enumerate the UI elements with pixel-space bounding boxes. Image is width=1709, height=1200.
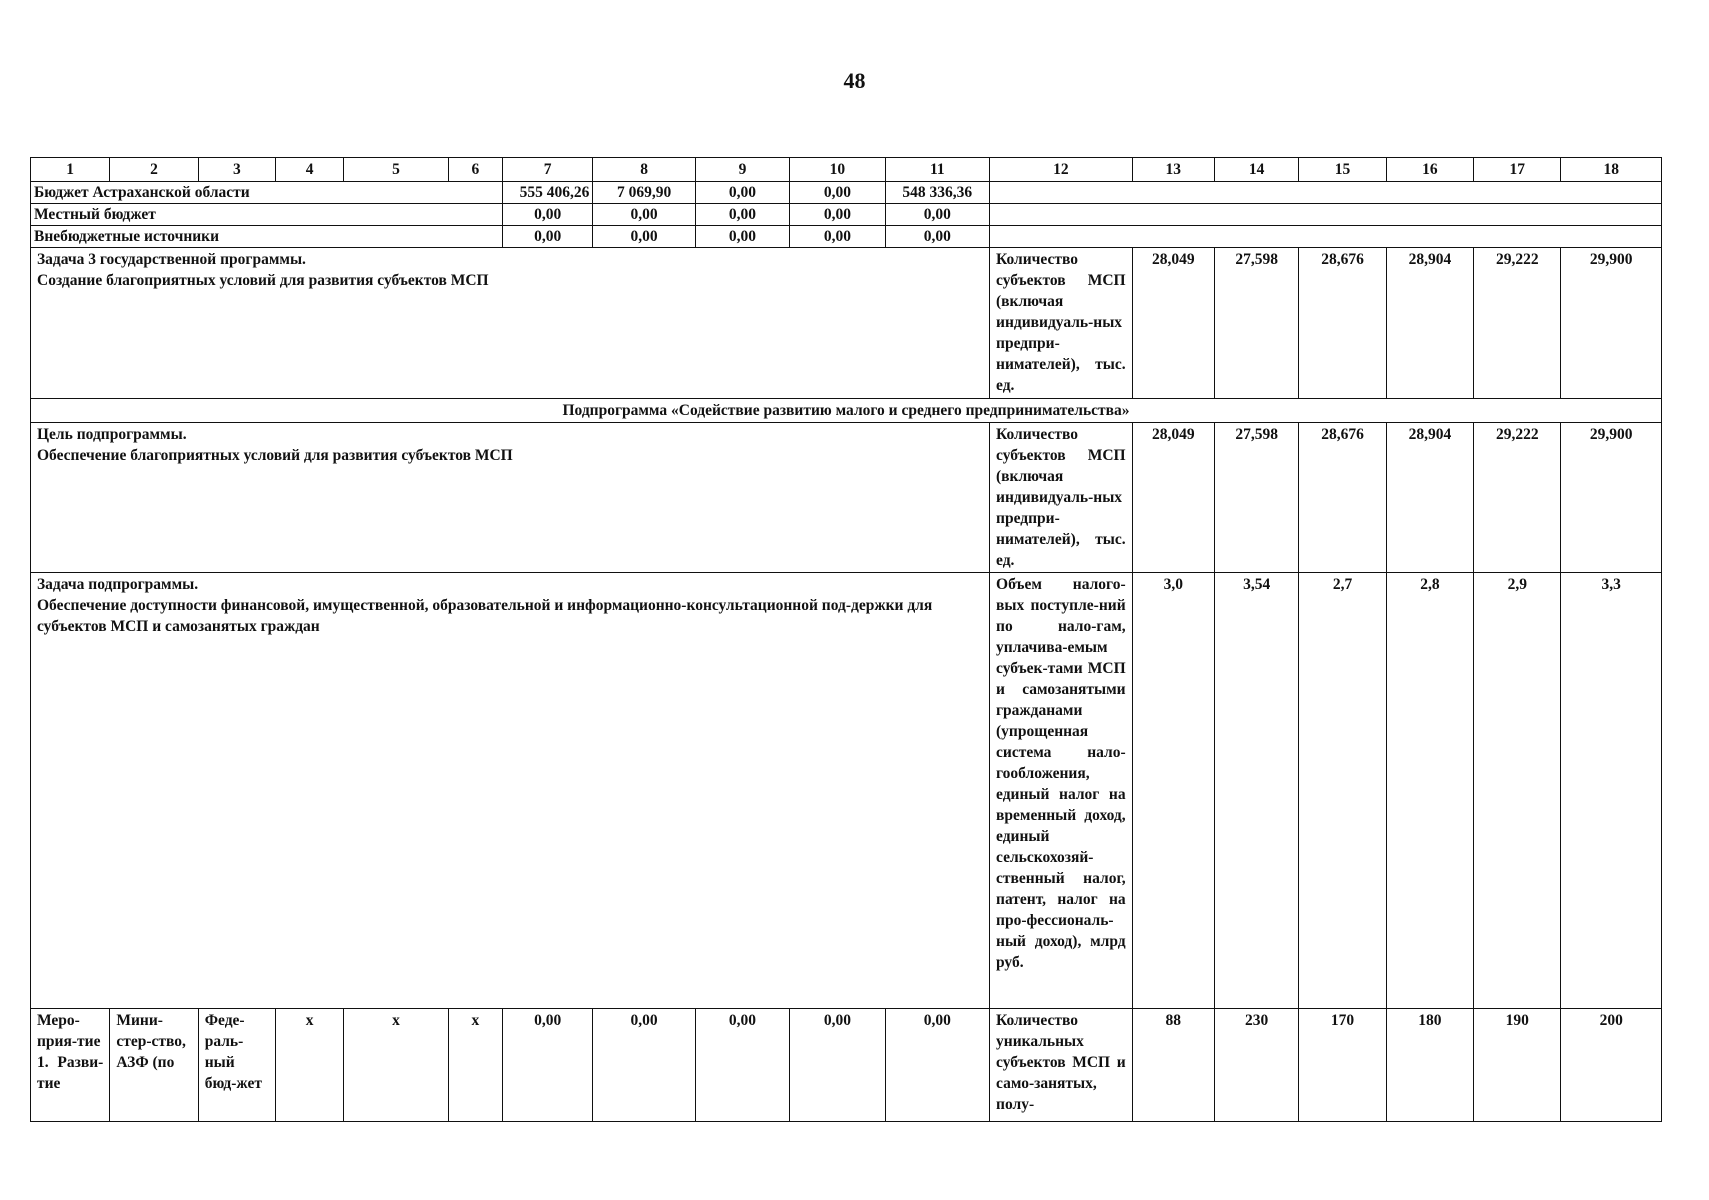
indicator-value: 200: [1561, 1009, 1662, 1122]
event-cell: х: [448, 1009, 502, 1122]
column-number: 6: [448, 158, 502, 182]
column-number: 17: [1474, 158, 1561, 182]
goal-indicator: Количество субъектов МСП (включая индивидуаль-ных предпри-нимателей), тыс. ед.: [990, 423, 1133, 573]
column-number: 15: [1299, 158, 1386, 182]
column-number: 10: [790, 158, 885, 182]
subprogram-title: Подпрограмма «Содействие развитию малого и среднего предпринимательства»: [31, 399, 1662, 423]
empty-cell: [990, 204, 1662, 226]
subtask-text: Обеспечение доступности финансовой, имущественной, образовательной и информационно-консультационной под-держки для субъектов МСП и самозанятых граждан: [37, 597, 933, 635]
indicator-value: 29,900: [1561, 248, 1662, 399]
indicator-value: 28,049: [1132, 248, 1214, 399]
column-number: 4: [276, 158, 344, 182]
amount-cell: 0,00: [502, 226, 592, 248]
amount-cell: 0,00: [885, 204, 989, 226]
funding-source-row: [31, 182, 1662, 204]
indicator-value: 3,3: [1561, 573, 1662, 1009]
column-number-row: [31, 158, 1662, 182]
indicator-value: 190: [1474, 1009, 1561, 1122]
column-number: 3: [198, 158, 275, 182]
event-cell: х: [276, 1009, 344, 1122]
task3-title: Задача 3 государственной программы.: [37, 251, 306, 268]
event-cell: х: [344, 1009, 448, 1122]
column-number: 18: [1561, 158, 1662, 182]
column-number: 1: [31, 158, 110, 182]
funding-source-label: Местный бюджет: [31, 204, 503, 226]
task3-indicator: Количество субъектов МСП (включая индивидуаль-ных предпри-нимателей), тыс. ед.: [990, 248, 1133, 399]
indicator-value: 27,598: [1214, 248, 1298, 399]
indicator-value: 170: [1299, 1009, 1386, 1122]
goal-title: Цель подпрограммы.: [37, 426, 187, 443]
event-indicator: Количество уникальных субъектов МСП и само-занятых, полу-: [990, 1009, 1133, 1122]
funding-source-row: [31, 226, 1662, 248]
column-number: 14: [1214, 158, 1298, 182]
event-executor: Мини-стер-ство, АЗФ (по: [110, 1009, 198, 1122]
amount-cell: 0,00: [695, 226, 789, 248]
indicator-value: 28,676: [1299, 423, 1386, 573]
indicator-value: 2,9: [1474, 573, 1561, 1009]
goal-description: [31, 423, 990, 573]
funding-source-label: Бюджет Астраханской области: [31, 182, 503, 204]
amount-cell: 0,00: [790, 204, 885, 226]
program-table: [30, 157, 1662, 1122]
indicator-value: 28,676: [1299, 248, 1386, 399]
amount-cell: 0,00: [695, 182, 789, 204]
amount-cell: 548 336,36: [885, 182, 989, 204]
amount-cell: 0,00: [885, 226, 989, 248]
column-number: 2: [110, 158, 198, 182]
indicator-value: 180: [1386, 1009, 1473, 1122]
amount-cell: 555 406,26: [502, 182, 592, 204]
amount-cell: 0,00: [695, 204, 789, 226]
task3-row: [31, 248, 1662, 399]
subtask-title: Задача подпрограммы.: [37, 576, 199, 593]
indicator-value: 29,900: [1561, 423, 1662, 573]
funding-source-label: Внебюджетные источники: [31, 226, 503, 248]
amount-cell: 0,00: [885, 1009, 989, 1122]
column-number: 12: [990, 158, 1133, 182]
funding-source-row: [31, 204, 1662, 226]
column-number: 7: [502, 158, 592, 182]
amount-cell: 7 069,90: [593, 182, 695, 204]
indicator-value: 2,8: [1386, 573, 1473, 1009]
indicator-value: 88: [1132, 1009, 1214, 1122]
subtask-row: [31, 573, 1662, 1009]
amount-cell: 0,00: [790, 226, 885, 248]
event1-row: [31, 1009, 1662, 1122]
column-number: 11: [885, 158, 989, 182]
indicator-value: 29,222: [1474, 248, 1561, 399]
event-name: Меро-прия-тие 1. Разви-тие: [31, 1009, 110, 1122]
indicator-value: 28,049: [1132, 423, 1214, 573]
task3-description: [31, 248, 990, 399]
column-number: 16: [1386, 158, 1473, 182]
amount-cell: 0,00: [593, 204, 695, 226]
goal-row: [31, 423, 1662, 573]
amount-cell: 0,00: [790, 1009, 885, 1122]
amount-cell: 0,00: [502, 1009, 592, 1122]
column-number: 9: [695, 158, 789, 182]
event-source: Феде-раль-ный бюд-жет: [198, 1009, 275, 1122]
subtask-description: [31, 573, 990, 1009]
page-number: 48: [843, 68, 866, 93]
column-number: 8: [593, 158, 695, 182]
empty-cell: [990, 182, 1662, 204]
amount-cell: 0,00: [593, 226, 695, 248]
indicator-value: 29,222: [1474, 423, 1561, 573]
indicator-value: 28,904: [1386, 248, 1473, 399]
amount-cell: 0,00: [790, 182, 885, 204]
indicator-value: 28,904: [1386, 423, 1473, 573]
subprogram-title-row: [31, 399, 1662, 423]
indicator-value: 2,7: [1299, 573, 1386, 1009]
empty-cell: [990, 226, 1662, 248]
column-number: 5: [344, 158, 448, 182]
column-number: 13: [1132, 158, 1214, 182]
goal-text: Обеспечение благоприятных условий для развития субъектов МСП: [37, 447, 513, 464]
indicator-value: 27,598: [1214, 423, 1298, 573]
task3-text: Создание благоприятных условий для развития субъектов МСП: [37, 272, 489, 289]
indicator-value: 3,0: [1132, 573, 1214, 1009]
indicator-value: 3,54: [1214, 573, 1298, 1009]
amount-cell: 0,00: [502, 204, 592, 226]
amount-cell: 0,00: [593, 1009, 695, 1122]
indicator-value: 230: [1214, 1009, 1298, 1122]
amount-cell: 0,00: [695, 1009, 789, 1122]
subtask-indicator: Объем налого-вых поступле-ний по нало-гам, уплачива-емым субъек-тами МСП и самозанятыми гражданами (упрощенная система нало-гообложения, единый налог на временный доход, единый сельскохозяй-ственный налог, патент, налог на про-фессиональ-ный доход), млрд руб.: [990, 573, 1133, 1009]
